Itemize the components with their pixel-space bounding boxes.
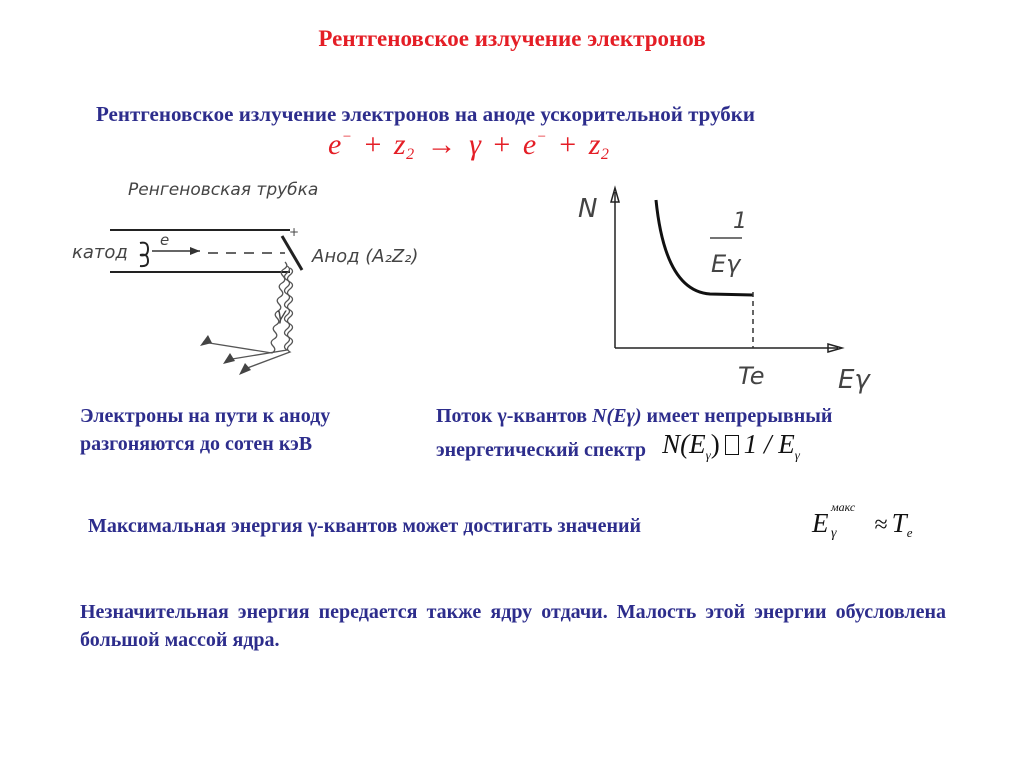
cathode-label: катод	[72, 242, 128, 263]
slide-title: Рентгеновское излучение электронов	[318, 26, 706, 51]
xray-tube-diagram	[60, 170, 440, 385]
cutoff-label: Te	[738, 362, 765, 390]
tube-label: Ренгеновская трубка	[128, 180, 319, 200]
paragraph-electrons: Электроны на пути к аноду разгоняются до сотен кэВ	[80, 405, 331, 455]
spectrum-formula: $N(E_\gamma)$ $1 / E_\gamma$	[662, 429, 800, 463]
anode-label: Анод (A₂Z₂)	[312, 246, 419, 267]
missing-glyph-icon	[725, 435, 739, 455]
paragraph-max-energy: Максимальная энергия γ-квантов может достигать значений	[88, 515, 642, 537]
svg-text:+: +	[289, 225, 300, 239]
gamma-ray-wave	[203, 262, 287, 353]
gamma-label: γ	[276, 305, 287, 325]
spectrum-graph	[570, 180, 880, 395]
paragraph-recoil: Незначительная энергия передается также ядру отдачи. Малость этой энергии обусловлена большой массой ядра.	[80, 601, 946, 651]
cathode-coil-icon	[140, 243, 148, 267]
paragraph-spectrum: Поток γ-квантов N(Eγ) имеет непрерывный энергетический спектр $N(E_\gamma)$ $1 / E_\gamma$	[436, 402, 956, 469]
slide-subtitle: Рентгеновское излучение электронов на аноде ускорительной трубки	[96, 102, 756, 126]
y-axis-label: N	[578, 194, 598, 224]
x-axis-label: Eγ	[838, 365, 870, 395]
curve-label-numerator: 1	[733, 209, 747, 234]
reaction-equation: $e^- + z_2 \to \gamma + e^- + z_2$	[328, 128, 610, 163]
electron-label: e	[160, 231, 170, 249]
curve-label-denominator: Eγ	[711, 250, 741, 278]
max-energy-formula: E макс γ ≈ Te	[812, 500, 913, 541]
